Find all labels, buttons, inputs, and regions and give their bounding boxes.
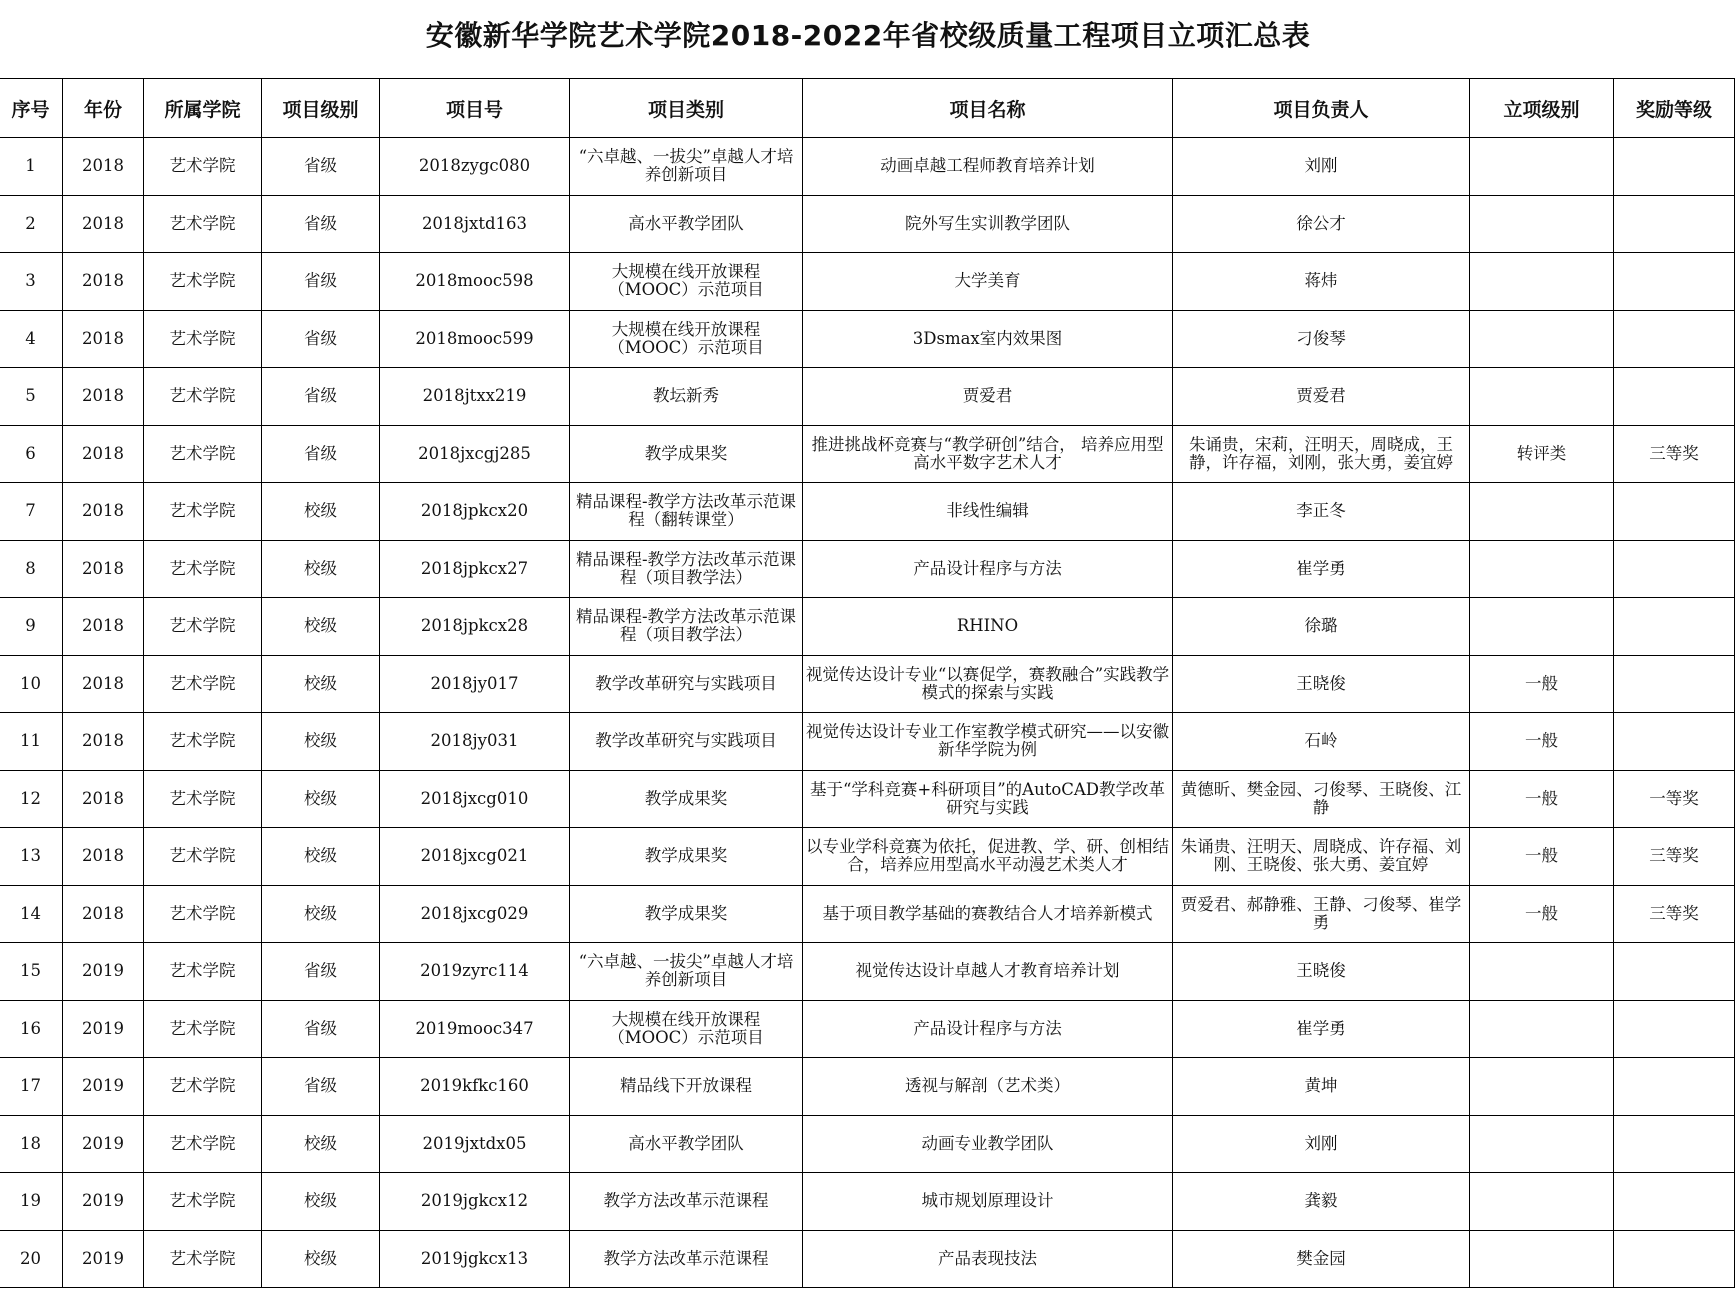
cell-col-college: 艺术学院 bbox=[144, 885, 262, 943]
cell-col-index: 7 bbox=[0, 483, 63, 541]
cell-col-leader: 王晓俊 bbox=[1173, 655, 1470, 713]
cell-col-project-name: 城市规划原理设计 bbox=[803, 1173, 1173, 1231]
cell-col-leader: 崔学勇 bbox=[1173, 1000, 1470, 1058]
cell-col-project-name: 以专业学科竞赛为依托，促进教、学、研、创相结合，培养应用型高水平动漫艺术类人才 bbox=[803, 828, 1173, 886]
cell-col-project-no: 2018jpkcx20 bbox=[380, 483, 570, 541]
cell-col-index: 2 bbox=[0, 195, 63, 253]
cell-col-leader: 蒋炜 bbox=[1173, 253, 1470, 311]
cell-col-level: 省级 bbox=[262, 195, 380, 253]
cell-col-index: 3 bbox=[0, 253, 63, 311]
cell-col-year: 2019 bbox=[63, 943, 144, 1001]
cell-col-college: 艺术学院 bbox=[144, 1058, 262, 1116]
cell-col-level: 校级 bbox=[262, 713, 380, 771]
table-row bbox=[0, 1115, 1735, 1173]
cell-col-year: 2018 bbox=[63, 368, 144, 426]
table-row bbox=[0, 310, 1735, 368]
cell-col-level: 省级 bbox=[262, 368, 380, 426]
cell-col-category: 教学成果奖 bbox=[570, 828, 803, 886]
cell-col-college: 艺术学院 bbox=[144, 425, 262, 483]
cell-col-index: 18 bbox=[0, 1115, 63, 1173]
table-row bbox=[0, 1058, 1735, 1116]
cell-col-approval-level bbox=[1470, 368, 1614, 426]
cell-col-index: 12 bbox=[0, 770, 63, 828]
header-col-college: 所属学院 bbox=[144, 79, 262, 138]
cell-col-project-no: 2018jxcg010 bbox=[380, 770, 570, 828]
cell-col-college: 艺术学院 bbox=[144, 1173, 262, 1231]
cell-col-level: 校级 bbox=[262, 1230, 380, 1288]
cell-col-award bbox=[1614, 1115, 1735, 1173]
page-title: 安徽新华学院艺术学院2018-2022年省校级质量工程项目立项汇总表 bbox=[425, 19, 1311, 52]
cell-col-approval-level bbox=[1470, 540, 1614, 598]
cell-col-project-name: 产品表现技法 bbox=[803, 1230, 1173, 1288]
cell-col-project-no: 2018jy031 bbox=[380, 713, 570, 771]
cell-col-project-name: 3Dsmax室内效果图 bbox=[803, 310, 1173, 368]
header-col-year: 年份 bbox=[63, 79, 144, 138]
cell-col-level: 校级 bbox=[262, 885, 380, 943]
cell-col-award bbox=[1614, 540, 1735, 598]
cell-col-approval-level bbox=[1470, 195, 1614, 253]
cell-col-category: 精品课程-教学方法改革示范课程（项目教学法） bbox=[570, 540, 803, 598]
cell-col-leader: 刘刚 bbox=[1173, 1115, 1470, 1173]
cell-col-year: 2018 bbox=[63, 885, 144, 943]
header-row bbox=[0, 79, 1735, 138]
cell-col-year: 2018 bbox=[63, 770, 144, 828]
cell-col-category: 精品线下开放课程 bbox=[570, 1058, 803, 1116]
cell-col-project-name: 视觉传达设计卓越人才教育培养计划 bbox=[803, 943, 1173, 1001]
cell-col-level: 校级 bbox=[262, 540, 380, 598]
cell-col-project-no: 2019jgkcx13 bbox=[380, 1230, 570, 1288]
header-col-project-no: 项目号 bbox=[380, 79, 570, 138]
cell-col-level: 校级 bbox=[262, 828, 380, 886]
cell-col-award bbox=[1614, 253, 1735, 311]
cell-col-project-no: 2018mooc599 bbox=[380, 310, 570, 368]
cell-col-approval-level: 转评类 bbox=[1470, 425, 1614, 483]
cell-col-leader: 徐璐 bbox=[1173, 598, 1470, 656]
cell-col-year: 2019 bbox=[63, 1115, 144, 1173]
cell-col-year: 2018 bbox=[63, 310, 144, 368]
cell-col-level: 校级 bbox=[262, 598, 380, 656]
header-col-category: 项目类别 bbox=[570, 79, 803, 138]
cell-col-index: 11 bbox=[0, 713, 63, 771]
cell-col-index: 14 bbox=[0, 885, 63, 943]
cell-col-project-name: 视觉传达设计专业工作室教学模式研究——以安徽新华学院为例 bbox=[803, 713, 1173, 771]
cell-col-college: 艺术学院 bbox=[144, 943, 262, 1001]
cell-col-approval-level bbox=[1470, 1058, 1614, 1116]
cell-col-project-name: RHINO bbox=[803, 598, 1173, 656]
table-row bbox=[0, 1230, 1735, 1288]
cell-col-college: 艺术学院 bbox=[144, 253, 262, 311]
cell-col-college: 艺术学院 bbox=[144, 368, 262, 426]
header-col-project-name: 项目名称 bbox=[803, 79, 1173, 138]
cell-col-category: 教学改革研究与实践项目 bbox=[570, 713, 803, 771]
cell-col-award bbox=[1614, 1173, 1735, 1231]
cell-col-year: 2018 bbox=[63, 425, 144, 483]
cell-col-project-no: 2019mooc347 bbox=[380, 1000, 570, 1058]
cell-col-index: 20 bbox=[0, 1230, 63, 1288]
cell-col-project-no: 2018jxtd163 bbox=[380, 195, 570, 253]
cell-col-award: 一等奖 bbox=[1614, 770, 1735, 828]
header-col-index: 序号 bbox=[0, 79, 63, 138]
cell-col-year: 2019 bbox=[63, 1000, 144, 1058]
cell-col-category: “六卓越、一拔尖”卓越人才培养创新项目 bbox=[570, 138, 803, 196]
table-row bbox=[0, 885, 1735, 943]
cell-col-category: 大规模在线开放课程（MOOC）示范项目 bbox=[570, 310, 803, 368]
cell-col-approval-level: 一般 bbox=[1470, 655, 1614, 713]
cell-col-project-name: 视觉传达设计专业“以赛促学，赛教融合”实践教学模式的探索与实践 bbox=[803, 655, 1173, 713]
cell-col-year: 2019 bbox=[63, 1173, 144, 1231]
cell-col-leader: 贾爱君、郝静雅、王静、刁俊琴、崔学勇 bbox=[1173, 885, 1470, 943]
cell-col-college: 艺术学院 bbox=[144, 828, 262, 886]
cell-col-index: 19 bbox=[0, 1173, 63, 1231]
cell-col-project-no: 2018jxcg021 bbox=[380, 828, 570, 886]
cell-col-category: 教学改革研究与实践项目 bbox=[570, 655, 803, 713]
table-row bbox=[0, 1173, 1735, 1231]
cell-col-college: 艺术学院 bbox=[144, 138, 262, 196]
cell-col-award bbox=[1614, 1230, 1735, 1288]
cell-col-college: 艺术学院 bbox=[144, 598, 262, 656]
cell-col-project-name: 非线性编辑 bbox=[803, 483, 1173, 541]
cell-col-leader: 徐公才 bbox=[1173, 195, 1470, 253]
cell-col-leader: 贾爱君 bbox=[1173, 368, 1470, 426]
cell-col-project-no: 2018jy017 bbox=[380, 655, 570, 713]
cell-col-college: 艺术学院 bbox=[144, 1115, 262, 1173]
table-row bbox=[0, 1000, 1735, 1058]
cell-col-project-name: 产品设计程序与方法 bbox=[803, 1000, 1173, 1058]
cell-col-award bbox=[1614, 655, 1735, 713]
cell-col-leader: 刁俊琴 bbox=[1173, 310, 1470, 368]
cell-col-index: 17 bbox=[0, 1058, 63, 1116]
cell-col-index: 6 bbox=[0, 425, 63, 483]
cell-col-award: 三等奖 bbox=[1614, 425, 1735, 483]
cell-col-college: 艺术学院 bbox=[144, 713, 262, 771]
cell-col-level: 校级 bbox=[262, 483, 380, 541]
cell-col-project-no: 2018jxcgj285 bbox=[380, 425, 570, 483]
cell-col-project-name: 产品设计程序与方法 bbox=[803, 540, 1173, 598]
cell-col-category: 大规模在线开放课程（MOOC）示范项目 bbox=[570, 1000, 803, 1058]
cell-col-award bbox=[1614, 1000, 1735, 1058]
cell-col-level: 省级 bbox=[262, 253, 380, 311]
cell-col-category: 教学方法改革示范课程 bbox=[570, 1230, 803, 1288]
cell-col-approval-level bbox=[1470, 483, 1614, 541]
table-row bbox=[0, 713, 1735, 771]
cell-col-college: 艺术学院 bbox=[144, 1000, 262, 1058]
cell-col-category: “六卓越、一拔尖”卓越人才培养创新项目 bbox=[570, 943, 803, 1001]
cell-col-approval-level bbox=[1470, 1230, 1614, 1288]
cell-col-project-no: 2018mooc598 bbox=[380, 253, 570, 311]
cell-col-leader: 李正冬 bbox=[1173, 483, 1470, 541]
cell-col-award bbox=[1614, 483, 1735, 541]
cell-col-year: 2018 bbox=[63, 138, 144, 196]
cell-col-project-no: 2019zyrc114 bbox=[380, 943, 570, 1001]
cell-col-project-name: 透视与解剖（艺术类） bbox=[803, 1058, 1173, 1116]
cell-col-college: 艺术学院 bbox=[144, 655, 262, 713]
cell-col-approval-level bbox=[1470, 943, 1614, 1001]
cell-col-project-name: 基于“学科竞赛+科研项目”的AutoCAD教学改革研究与实践 bbox=[803, 770, 1173, 828]
cell-col-leader: 黄德昕、樊金园、刁俊琴、王晓俊、江静 bbox=[1173, 770, 1470, 828]
table-row bbox=[0, 770, 1735, 828]
cell-col-level: 校级 bbox=[262, 1115, 380, 1173]
cell-col-approval-level bbox=[1470, 1173, 1614, 1231]
cell-col-index: 8 bbox=[0, 540, 63, 598]
cell-col-year: 2018 bbox=[63, 713, 144, 771]
cell-col-year: 2018 bbox=[63, 253, 144, 311]
cell-col-year: 2019 bbox=[63, 1230, 144, 1288]
table-row bbox=[0, 195, 1735, 253]
table-row bbox=[0, 943, 1735, 1001]
cell-col-year: 2019 bbox=[63, 1058, 144, 1116]
table-row bbox=[0, 138, 1735, 196]
cell-col-level: 省级 bbox=[262, 943, 380, 1001]
cell-col-project-name: 基于项目教学基础的赛教结合人才培养新模式 bbox=[803, 885, 1173, 943]
cell-col-category: 教学成果奖 bbox=[570, 425, 803, 483]
header-col-leader: 项目负责人 bbox=[1173, 79, 1470, 138]
cell-col-level: 省级 bbox=[262, 1000, 380, 1058]
cell-col-leader: 刘刚 bbox=[1173, 138, 1470, 196]
cell-col-index: 10 bbox=[0, 655, 63, 713]
cell-col-level: 校级 bbox=[262, 770, 380, 828]
cell-col-category: 高水平教学团队 bbox=[570, 195, 803, 253]
cell-col-leader: 王晓俊 bbox=[1173, 943, 1470, 1001]
header-col-award: 奖励等级 bbox=[1614, 79, 1735, 138]
table-row bbox=[0, 368, 1735, 426]
cell-col-award bbox=[1614, 943, 1735, 1001]
cell-col-project-no: 2018zygc080 bbox=[380, 138, 570, 196]
table-row bbox=[0, 828, 1735, 886]
cell-col-approval-level bbox=[1470, 253, 1614, 311]
table-row bbox=[0, 540, 1735, 598]
header-col-approval-level: 立项级别 bbox=[1470, 79, 1614, 138]
cell-col-approval-level bbox=[1470, 310, 1614, 368]
cell-col-year: 2018 bbox=[63, 195, 144, 253]
cell-col-project-name: 贾爱君 bbox=[803, 368, 1173, 426]
cell-col-college: 艺术学院 bbox=[144, 195, 262, 253]
cell-col-leader: 石岭 bbox=[1173, 713, 1470, 771]
cell-col-project-no: 2018jpkcx27 bbox=[380, 540, 570, 598]
cell-col-level: 校级 bbox=[262, 655, 380, 713]
cell-col-leader: 樊金园 bbox=[1173, 1230, 1470, 1288]
cell-col-project-no: 2019jxtdx05 bbox=[380, 1115, 570, 1173]
cell-col-leader: 龚毅 bbox=[1173, 1173, 1470, 1231]
cell-col-approval-level bbox=[1470, 1115, 1614, 1173]
cell-col-project-no: 2018jtxx219 bbox=[380, 368, 570, 426]
cell-col-college: 艺术学院 bbox=[144, 540, 262, 598]
cell-col-year: 2018 bbox=[63, 540, 144, 598]
cell-col-college: 艺术学院 bbox=[144, 770, 262, 828]
cell-col-level: 校级 bbox=[262, 1173, 380, 1231]
cell-col-category: 精品课程-教学方法改革示范课程（项目教学法） bbox=[570, 598, 803, 656]
cell-col-index: 5 bbox=[0, 368, 63, 426]
cell-col-year: 2018 bbox=[63, 655, 144, 713]
cell-col-category: 精品课程-教学方法改革示范课程（翻转课堂） bbox=[570, 483, 803, 541]
cell-col-project-name: 推进挑战杯竞赛与“教学研创”结合， 培养应用型高水平数字艺术人才 bbox=[803, 425, 1173, 483]
cell-col-leader: 黄坤 bbox=[1173, 1058, 1470, 1116]
table-row bbox=[0, 253, 1735, 311]
cell-col-approval-level bbox=[1470, 1000, 1614, 1058]
cell-col-level: 省级 bbox=[262, 310, 380, 368]
cell-col-college: 艺术学院 bbox=[144, 1230, 262, 1288]
cell-col-category: 大规模在线开放课程（MOOC）示范项目 bbox=[570, 253, 803, 311]
cell-col-project-no: 2018jpkcx28 bbox=[380, 598, 570, 656]
cell-col-category: 教学成果奖 bbox=[570, 885, 803, 943]
cell-col-approval-level: 一般 bbox=[1470, 828, 1614, 886]
cell-col-award bbox=[1614, 195, 1735, 253]
cell-col-year: 2018 bbox=[63, 483, 144, 541]
table-row bbox=[0, 483, 1735, 541]
cell-col-approval-level bbox=[1470, 138, 1614, 196]
cell-col-category: 教坛新秀 bbox=[570, 368, 803, 426]
cell-col-project-name: 大学美育 bbox=[803, 253, 1173, 311]
cell-col-level: 省级 bbox=[262, 1058, 380, 1116]
cell-col-award bbox=[1614, 310, 1735, 368]
cell-col-project-no: 2019kfkc160 bbox=[380, 1058, 570, 1116]
cell-col-approval-level: 一般 bbox=[1470, 885, 1614, 943]
project-table bbox=[0, 78, 1735, 1288]
cell-col-project-name: 院外写生实训教学团队 bbox=[803, 195, 1173, 253]
cell-col-category: 教学方法改革示范课程 bbox=[570, 1173, 803, 1231]
table-row bbox=[0, 425, 1735, 483]
cell-col-index: 16 bbox=[0, 1000, 63, 1058]
cell-col-college: 艺术学院 bbox=[144, 483, 262, 541]
cell-col-award bbox=[1614, 138, 1735, 196]
cell-col-index: 9 bbox=[0, 598, 63, 656]
cell-col-index: 4 bbox=[0, 310, 63, 368]
cell-col-index: 1 bbox=[0, 138, 63, 196]
cell-col-project-name: 动画专业教学团队 bbox=[803, 1115, 1173, 1173]
cell-col-approval-level: 一般 bbox=[1470, 770, 1614, 828]
cell-col-award bbox=[1614, 713, 1735, 771]
cell-col-project-no: 2018jxcg029 bbox=[380, 885, 570, 943]
cell-col-award bbox=[1614, 368, 1735, 426]
cell-col-index: 13 bbox=[0, 828, 63, 886]
cell-col-year: 2018 bbox=[63, 828, 144, 886]
cell-col-category: 高水平教学团队 bbox=[570, 1115, 803, 1173]
cell-col-year: 2018 bbox=[63, 598, 144, 656]
cell-col-leader: 朱诵贵，宋莉，汪明天，周晓成，王静，许存福，刘刚，张大勇，姜宜婷 bbox=[1173, 425, 1470, 483]
table-row bbox=[0, 655, 1735, 713]
cell-col-category: 教学成果奖 bbox=[570, 770, 803, 828]
cell-col-level: 省级 bbox=[262, 425, 380, 483]
cell-col-college: 艺术学院 bbox=[144, 310, 262, 368]
cell-col-award: 三等奖 bbox=[1614, 885, 1735, 943]
cell-col-level: 省级 bbox=[262, 138, 380, 196]
table-row bbox=[0, 598, 1735, 656]
cell-col-approval-level bbox=[1470, 598, 1614, 656]
table-body bbox=[0, 138, 1735, 1288]
cell-col-project-name: 动画卓越工程师教育培养计划 bbox=[803, 138, 1173, 196]
cell-col-leader: 朱诵贵、汪明天、周晓成、许存福、刘刚、王晓俊、张大勇、姜宜婷 bbox=[1173, 828, 1470, 886]
cell-col-leader: 崔学勇 bbox=[1173, 540, 1470, 598]
cell-col-award bbox=[1614, 598, 1735, 656]
cell-col-index: 15 bbox=[0, 943, 63, 1001]
header-col-level: 项目级别 bbox=[262, 79, 380, 138]
cell-col-approval-level: 一般 bbox=[1470, 713, 1614, 771]
cell-col-project-no: 2019jgkcx12 bbox=[380, 1173, 570, 1231]
cell-col-award: 三等奖 bbox=[1614, 828, 1735, 886]
cell-col-award bbox=[1614, 1058, 1735, 1116]
